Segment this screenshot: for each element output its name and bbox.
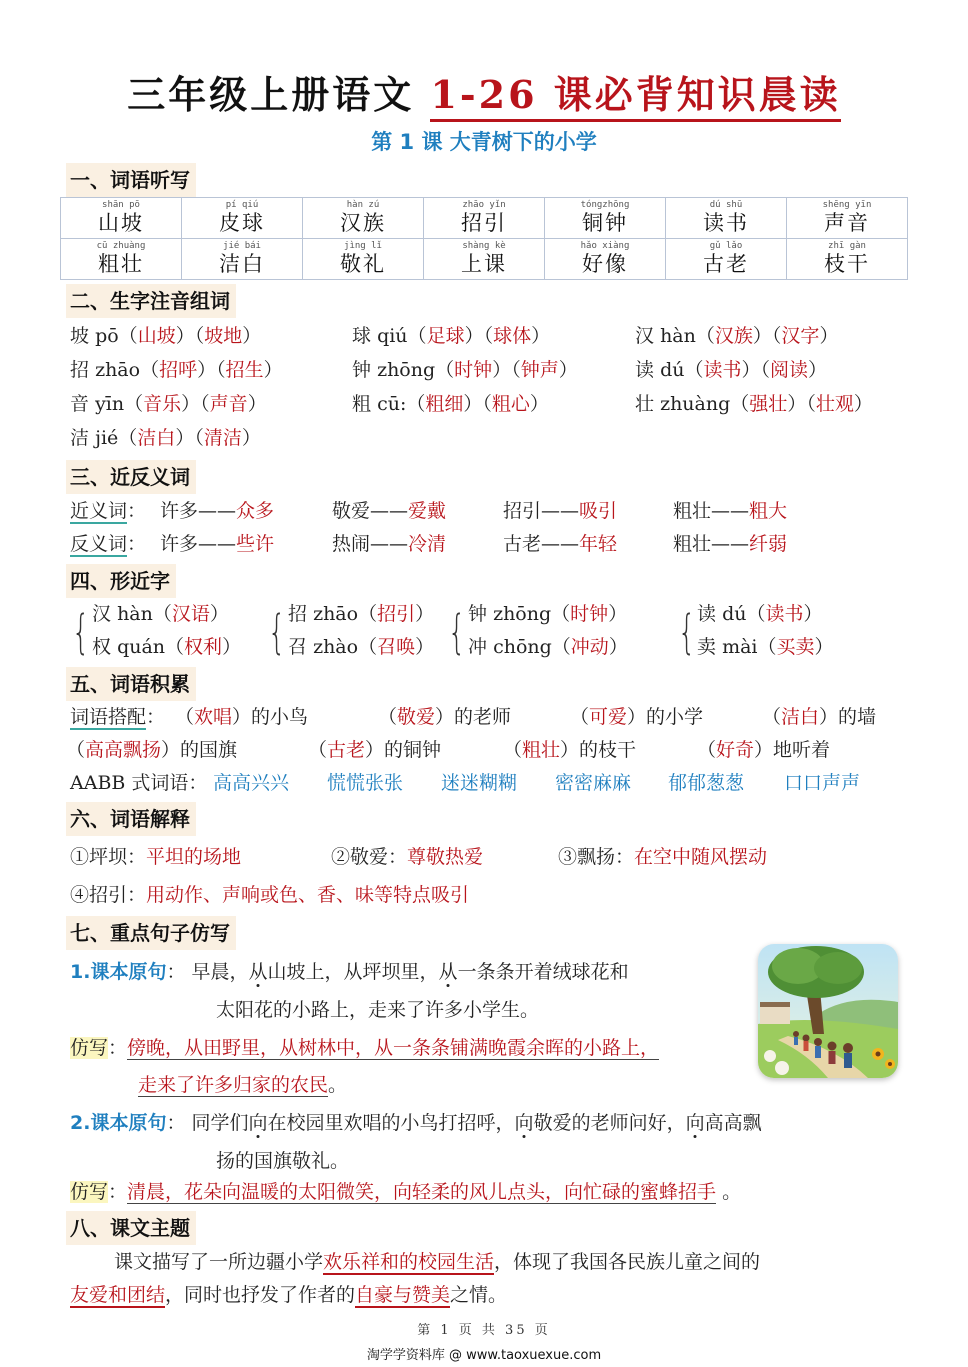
- char-entry: 壮 zhuàng（强壮）（壮观）: [635, 393, 873, 415]
- pinyin: shàng kè: [462, 241, 506, 251]
- word: 上课: [461, 252, 507, 276]
- char-entry: 球 qiú（足球）（球体）: [352, 325, 551, 347]
- vocab-cell: [424, 198, 545, 239]
- similar-char: 权 quán（权利）: [92, 636, 242, 658]
- char-entry: 坡 pō（山坡）（坡地）: [70, 325, 262, 347]
- pinyin: gǔ lǎo: [709, 241, 743, 251]
- section-heading-7: 七、重点句子仿写: [66, 916, 236, 950]
- vocab-cell: [182, 198, 303, 239]
- aabb-word: 迷迷糊糊: [441, 772, 518, 794]
- imitation-1: 仿写：傍晚，从田野里，从树林中，从一条条铺满晚霞余晖的小路上，: [70, 1037, 660, 1059]
- lesson-title: 第 1 课 大青树下的小学: [371, 130, 597, 154]
- section-heading-4: 四、形近字: [66, 564, 176, 598]
- similar-char: 汉 hàn（汉语）: [92, 603, 229, 625]
- collocation: （洁白）的墙: [762, 706, 877, 728]
- original-sentence-2: 2.课本原句： 同学们向在校园里欢唱的小鸟打招呼，向敬爱的老师问好，向高高飘: [70, 1112, 762, 1134]
- word: 敬礼: [340, 252, 386, 276]
- page-title: [0, 64, 968, 119]
- pinyin: dú shū: [709, 200, 743, 210]
- pinyin: hàn zú: [346, 200, 380, 210]
- pinyin: zhī gàn: [828, 241, 866, 251]
- vocab-cell: [666, 239, 787, 280]
- definition: ③飘扬：在空中随风摆动: [558, 846, 768, 868]
- source-watermark: 淘学学资料库 @ www.taoxuexue.com: [366, 1348, 602, 1363]
- synonym-pair: 敬爱——爱戴: [332, 500, 447, 522]
- similar-char: 读 dú（读书）: [697, 603, 823, 625]
- pinyin: tóngzhōng: [580, 200, 630, 210]
- section-heading-8: 八、课文主题: [66, 1211, 196, 1245]
- aabb-word: 高高兴兴: [213, 772, 290, 794]
- synonym-pair: 粗壮——粗大: [673, 500, 788, 522]
- word: 读书: [703, 211, 749, 235]
- children-under-tree-illustration: [758, 944, 898, 1078]
- aabb-word: 口口声声: [784, 772, 861, 794]
- synonym-pair: 许多——众多: [160, 500, 275, 522]
- antonyms-row: 反义词：: [70, 533, 147, 555]
- word: 铜钟: [582, 211, 628, 235]
- char-entry: 音 yīn（音乐）（声音）: [70, 393, 267, 415]
- word: 好像: [582, 252, 628, 276]
- antonym-pair: 热闹——冷清: [332, 533, 447, 555]
- vocab-cell: [787, 239, 908, 280]
- title-highlight: 1-26 课必背知识晨读: [430, 72, 840, 122]
- antonym-pair: 粗壮——纤弱: [673, 533, 788, 555]
- definition: ②敬爱：尊敬热爱: [331, 846, 484, 868]
- word: 枝干: [824, 252, 870, 276]
- pinyin: jié bái: [223, 241, 261, 251]
- vocab-cell: [61, 239, 182, 280]
- vocab-cell: [545, 239, 666, 280]
- word: 汉族: [340, 211, 386, 235]
- pinyin: shēng yīn: [822, 200, 872, 210]
- pinyin: pí qiú: [225, 200, 259, 210]
- original-sentence-1-cont: 太阳花的小路上，走来了许多小学生。: [216, 999, 540, 1021]
- similar-char: 招 zhāo（招引）: [288, 603, 435, 625]
- char-entry: 读 dú（读书）（阅读）: [635, 359, 828, 381]
- char-entry: 钟 zhōng（时钟）（钟声）: [352, 359, 578, 381]
- section-heading-5: 五、词语积累: [66, 667, 196, 701]
- page-number: 第 1 页 共 35 页: [417, 1323, 551, 1338]
- theme-paragraph-line2: 友爱和团结，同时也抒发了作者的自豪与赞美之情。: [70, 1284, 508, 1306]
- word: 粗壮: [98, 252, 144, 276]
- theme-paragraph-line1: 课文描写了一所边疆小学欢乐祥和的校园生活，体现了我国各民族儿童之间的: [114, 1251, 761, 1273]
- synonyms-row: 近义词：: [70, 500, 147, 522]
- word: 古老: [703, 252, 749, 276]
- vocab-cell: [545, 198, 666, 239]
- collocation-label: 词语搭配：: [70, 706, 166, 728]
- antonym-pair: 古老——年轻: [503, 533, 618, 555]
- table-row: [61, 198, 908, 239]
- word: 洁白: [219, 252, 265, 276]
- antonym-label: 反义词: [70, 533, 128, 555]
- vocab-cell: [61, 198, 182, 239]
- vocab-cell: [303, 239, 424, 280]
- brace-icon: {: [268, 605, 286, 659]
- similar-char: 钟 zhōng（时钟）: [468, 603, 628, 625]
- collocation: （好奇）地听着: [697, 739, 831, 761]
- char-entry: 粗 cū:（粗细）（粗心）: [352, 393, 549, 415]
- imitation-2: 仿写：清晨，花朵向温暖的太阳微笑，向轻柔的风儿点头，向忙碌的蜜蜂招手 。: [70, 1181, 742, 1203]
- word: 皮球: [219, 211, 265, 235]
- original-sentence-1: 1.课本原句： 早晨，从山坡上，从坪坝里，从一条条开着绒球花和: [70, 961, 629, 983]
- aabb-word: 密密麻麻: [555, 772, 632, 794]
- brace-icon: {: [72, 605, 90, 659]
- definition: ④招引：用动作、声响或色、香、味等特点吸引: [70, 884, 470, 906]
- original-sentence-2-cont: 扬的国旗敬礼。: [216, 1150, 350, 1172]
- aabb-word: 慌慌张张: [327, 772, 404, 794]
- definition: ①坪坝：平坦的场地: [70, 846, 242, 868]
- aabb-word: 郁郁葱葱: [668, 772, 745, 794]
- section-heading-6: 六、词语解释: [66, 802, 196, 836]
- similar-char: 卖 mài（买卖）: [697, 636, 834, 658]
- vocab-cell: [182, 239, 303, 280]
- brace-icon: {: [678, 605, 696, 659]
- collocation: （敬爱）的老师: [378, 706, 512, 728]
- word: 山坡: [98, 211, 144, 235]
- vocab-cell: [303, 198, 424, 239]
- word: 声音: [824, 211, 870, 235]
- synonym-pair: 招引——吸引: [503, 500, 618, 522]
- section-heading-3: 三、近反义词: [66, 460, 196, 494]
- similar-char: 冲 chōng（冲动）: [468, 636, 628, 658]
- title-grade: 三年级上册语文: [127, 73, 415, 117]
- section-heading-2: 二、生字注音组词: [66, 284, 236, 318]
- vocab-table: [60, 197, 908, 280]
- char-entry: 洁 jié（洁白）（清洁）: [70, 427, 261, 449]
- antonym-pair: 许多——些许: [160, 533, 275, 555]
- char-entry: 汉 hàn（汉族）（汉字）: [635, 325, 839, 347]
- collocation: （粗壮）的枝干: [503, 739, 637, 761]
- brace-icon: {: [448, 605, 466, 659]
- pinyin: cū zhuàng: [96, 241, 146, 251]
- collocation: （古老）的铜钟: [308, 739, 442, 761]
- section-heading-1: 一、词语听写: [66, 163, 196, 197]
- pinyin: hǎo xiàng: [580, 241, 630, 251]
- vocab-cell: [666, 198, 787, 239]
- collocation: （欢唱）的小鸟: [175, 706, 309, 728]
- collocation: （可爱）的小学: [570, 706, 704, 728]
- vocab-cell: [424, 239, 545, 280]
- char-entry: 招 zhāo（招呼）（招生）: [70, 359, 283, 381]
- word: 招引: [461, 211, 507, 235]
- collocation: （高高飘扬）的国旗: [66, 739, 238, 761]
- table-row: [61, 239, 908, 280]
- pinyin: jìng lǐ: [344, 241, 382, 251]
- imitation-1-cont: 走来了许多归家的农民。: [138, 1074, 348, 1096]
- similar-char: 召 zhào（召唤）: [288, 636, 435, 658]
- aabb-label: AABB 式词语：: [70, 772, 208, 794]
- pinyin: zhāo yǐn: [462, 200, 506, 210]
- vocab-cell: [787, 198, 908, 239]
- synonym-label: 近义词: [70, 500, 128, 522]
- pinyin: shān pō: [102, 200, 140, 210]
